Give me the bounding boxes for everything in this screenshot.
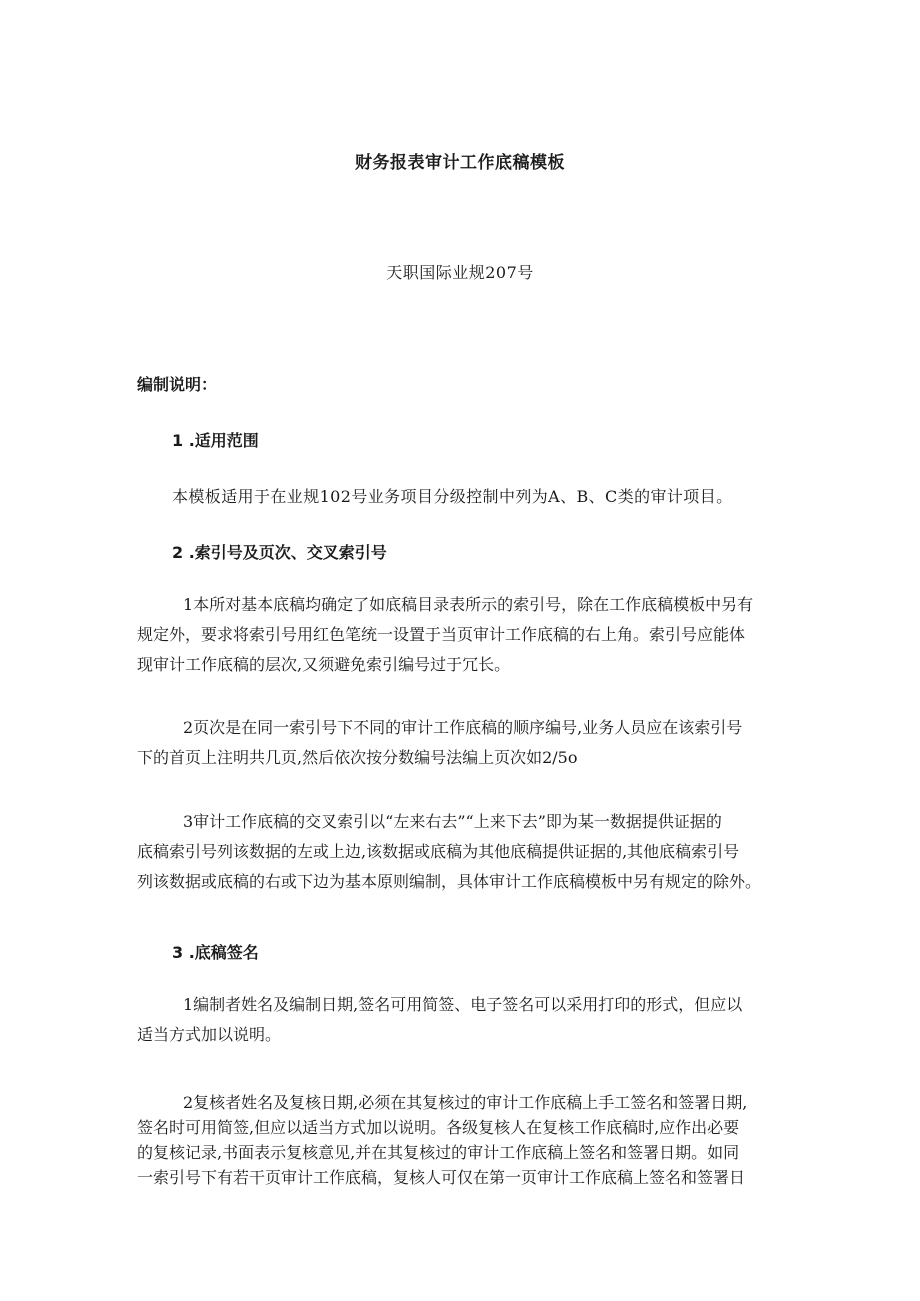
document-title: 财务报表审计工作底稿模板 xyxy=(355,153,565,173)
paragraph-line: 底稿索引号列该数据的左或上边,该数据或底稿为其他底稿提供证据的,其他底稿索引号 xyxy=(137,842,740,861)
paragraph-reviewer-signature xyxy=(137,1090,797,1190)
section-heading-signature: 3 .底稿签名 xyxy=(172,943,259,962)
paragraph-page-numbering xyxy=(137,713,797,773)
paragraph-line: 2复核者姓名及复核日期,必须在其复核过的审计工作底稿上手工签名和签署日期, xyxy=(183,1093,748,1112)
paragraph-line: 列该数据或底稿的右或下边为基本原则编制，具体审计工作底稿模板中另有规定的除外。 xyxy=(137,872,762,891)
paragraph-line: 现审计工作底稿的层次,又须避免索引编号过于冗长。 xyxy=(137,655,511,674)
document-subtitle: 天职国际业规207号 xyxy=(386,263,534,282)
intro-heading: 编制说明： xyxy=(137,375,218,394)
paragraph-line: 下的首页上注明共几页,然后依次按分数编号法编上页次如2/5o xyxy=(137,748,578,767)
paragraph-line: 的复核记录,书面表示复核意见,并在其复核过的审计工作底稿上签名和签署日期。如同 xyxy=(137,1143,740,1162)
paragraph-line: 规定外，要求将索引号用红色笔统一设置于当页审计工作底稿的右上角。索引号应能体 xyxy=(137,625,746,644)
paragraph-line: 1编制者姓名及编制日期,签名可用简签、电子签名可以采用打印的形式，但应以 xyxy=(183,995,743,1014)
paragraph-line: 一索引号下有若干页审计工作底稿，复核人可仅在第一页审计工作底稿上签名和签署日 xyxy=(137,1168,746,1187)
section-heading-scope: 1 .适用范围 xyxy=(172,431,259,450)
section-heading-index: 2 .索引号及页次、交叉索引号 xyxy=(172,543,387,562)
paragraph-preparer-signature xyxy=(137,990,797,1050)
paragraph-index-rule xyxy=(137,590,797,680)
paragraph-cross-index xyxy=(137,807,797,897)
paragraph-line: 2页次是在同一索引号下不同的审计工作底稿的顺序编号,业务人员应在该索引号 xyxy=(183,718,743,737)
paragraph-line: 签名时可用简签,但应以适当方式加以说明。各级复核人在复核工作底稿时,应作出必要 xyxy=(137,1118,740,1137)
paragraph-line: 适当方式加以说明。 xyxy=(137,1025,282,1044)
section-paragraph: 本模板适用于在业规102号业务项目分级控制中列为A、B、C类的审计项目。 xyxy=(172,487,733,506)
paragraph-line: 3审计工作底稿的交叉索引以“左来右去”“上来下去”即为某一数据提供证据的 xyxy=(183,812,722,831)
paragraph-line: 1本所对基本底稿均确定了如底稿目录表所示的索引号，除在工作底稿模板中另有 xyxy=(183,595,754,614)
